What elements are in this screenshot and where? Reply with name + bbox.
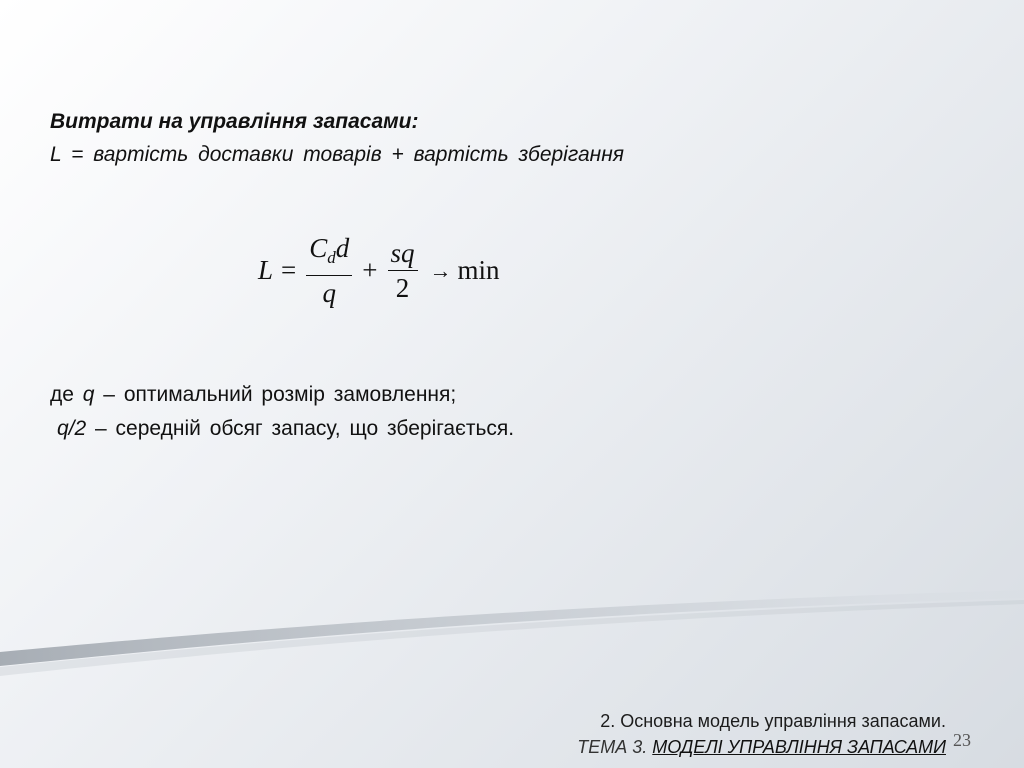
- fraction-numerator: sq: [390, 238, 415, 268]
- footer-section-title: 2. Основна модель управління запасами.: [600, 711, 946, 731]
- cost-definition: L = вартість доставки товарів + вартість зберігання: [50, 143, 624, 166]
- formula-equals: =: [281, 255, 297, 285]
- variable-explanation-q-half: q/2 – середній обсяг запасу, що зберігається.: [57, 417, 515, 440]
- footer-topic: ТЕМА 3. МОДЕЛІ УПРАВЛІННЯ ЗАПАСАМИ: [577, 737, 946, 757]
- fraction-denominator: 2: [395, 273, 410, 303]
- fraction-holding-cost: [388, 238, 418, 303]
- formula-lhs: L: [258, 255, 274, 285]
- formula-plus: +: [362, 255, 378, 285]
- page-number: 23: [953, 730, 971, 750]
- fraction-numerator: $C_dd$: [309, 233, 350, 267]
- fraction-denominator: q: [322, 278, 337, 308]
- cost-formula: [258, 233, 500, 308]
- section-heading: Витрати на управління запасами:: [50, 110, 419, 133]
- variable-explanation-q: де q – оптимальний розмір замовлення;: [50, 383, 457, 406]
- fraction-order-cost: [306, 233, 352, 308]
- formula-target: min: [457, 255, 500, 285]
- arrow-icon: →: [429, 257, 452, 283]
